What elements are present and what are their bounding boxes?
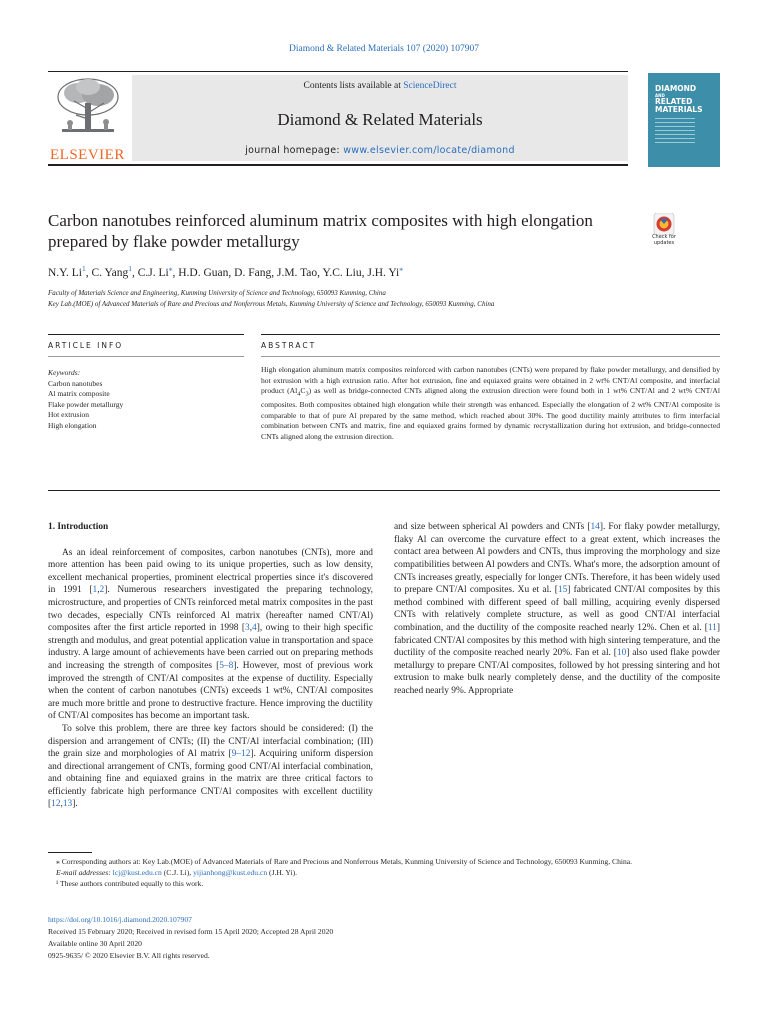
author[interactable]: J.M. Tao xyxy=(276,266,318,279)
publisher-name: ELSEVIER xyxy=(50,147,125,163)
keyword: High elongation xyxy=(48,420,97,430)
cover-decoration xyxy=(655,118,695,146)
body-column-right xyxy=(394,521,720,836)
author[interactable]: J.H. Yi⁎ xyxy=(367,264,403,279)
email-footnote: E-mail addresses: lcj@kust.edu.cn (C.J. Li), yijianhong@kust.edu.cn (J.H. Yi). xyxy=(56,868,298,877)
citation-link[interactable]: 11 xyxy=(707,623,717,633)
crossmark-caption: Check for updates xyxy=(652,234,676,246)
journal-reference[interactable] xyxy=(0,44,768,54)
elsevier-logo xyxy=(48,75,128,163)
citation-link[interactable]: 14 xyxy=(590,522,600,533)
masthead-top-rule xyxy=(48,71,628,72)
elsevier-tree-icon xyxy=(48,75,126,139)
citation-link[interactable]: 10 xyxy=(616,648,627,659)
contents-prefix: Contents lists available at xyxy=(303,81,404,91)
author[interactable]: C.J. Li⁎ xyxy=(137,264,173,279)
publication-info xyxy=(48,914,720,962)
homepage-line xyxy=(132,145,628,156)
citation-link[interactable]: 9–12 xyxy=(231,749,251,760)
footnote-rule xyxy=(48,852,92,853)
abstract-bottom-rule xyxy=(48,490,720,491)
masthead-bottom-rule xyxy=(48,164,628,166)
keyword: Carbon nanotubes xyxy=(48,378,103,388)
author[interactable]: H.D. Guan xyxy=(178,266,229,279)
affiliations xyxy=(48,288,720,309)
corresponding-footnote: ⁎ Corresponding authors at: Key Lab.(MOE) of Advanced Materials of Rare and Precious and Nonferrous Metals, Kunming University of Science and Technology, 650093 Kunming, China. xyxy=(56,857,633,866)
keyword: Hot extrusion xyxy=(48,410,90,420)
keywords-block xyxy=(48,368,218,432)
journal-cover-image[interactable] xyxy=(648,73,720,167)
citation-link[interactable]: 12 xyxy=(51,799,61,810)
cover-title-and: AND xyxy=(655,93,665,98)
affiliation: Faculty of Materials Science and Engineering, Kunming University of Science and Technology, 650093 Kunming, China xyxy=(48,289,386,297)
doi-link[interactable]: https://doi.org/10.1016/j.diamond.2020.107907 xyxy=(48,915,192,924)
section-heading: 1. Introduction xyxy=(48,522,109,532)
footnotes xyxy=(48,856,720,889)
keyword: Flake powder metallurgy xyxy=(48,399,124,409)
crossmark-badge[interactable] xyxy=(646,213,682,253)
article-info-rule xyxy=(48,334,244,335)
citation-link[interactable]: 5–8 xyxy=(219,660,234,671)
email-link[interactable]: lcj@kust.edu.cn xyxy=(112,868,162,877)
citation-link[interactable]: 2 xyxy=(99,585,105,596)
abstract-rule xyxy=(261,334,720,335)
abstract-heading: ABSTRACT xyxy=(261,341,317,350)
abstract-text: High elongation aluminum matrix composites reinforced with carbon nanotubes (CNTs) were prepared by flake powder metallurgy, and densified by hot extrusion with a high extrusion ratio. After hot extrusion, fine and equiaxed grains were obtained in 2 wt% CNT/Al composite, and interfacial product $(Al_4C_3)$ as well as bridge-connected CNTs aligned along the extrusion direction were found both in 1 wt% CNT/Al and 2 wt% CNT/Al composites. Both composites obtained high elongation while their strength was enhanced. Especially the elongation of 2 wt% CNT/Al composite is comparable to that of pure Al prepared by the same method, which reached about 30%. The good ductility mainly attributes to firm interfacial combination between CNTs and matrix, fine and equiaxed grains formed by dynamic recrystallization during hot extrusion, and bridge-connected CNTs aligned along the extrusion direction. xyxy=(261,365,721,442)
cover-title-line-1: DIAMOND xyxy=(655,84,697,93)
author[interactable]: Y.C. Liu xyxy=(322,266,362,279)
email-link[interactable]: yijianhong@kust.edu.cn xyxy=(193,868,268,877)
author-list: N.Y. Li$^1$, C. Yang$^1$, C.J. Li⁎, H.D. Guan, D. Fang, J.M. Tao, Y.C. Liu, J.H. Yi⁎ xyxy=(48,264,403,279)
received-dates: Received 15 February 2020; Received in revised form 15 April 2020; Accepted 28 April 2020 xyxy=(48,927,334,936)
journal-masthead xyxy=(48,71,720,165)
affiliation: Key Lab.(MOE) of Advanced Materials of Rare and Precious and Nonferrous Metals, Kunming University of Science and Technology, 650093 Kunming, China xyxy=(48,299,495,308)
article-info-subrule xyxy=(48,356,244,357)
citation-link[interactable]: 1 xyxy=(92,585,98,596)
keyword: Al matrix composite xyxy=(48,389,110,399)
homepage-link[interactable]: www.elsevier.com/locate/diamond xyxy=(343,145,515,156)
body-column-left xyxy=(48,521,373,836)
paragraph: To solve this problem, there are three key factors should be considered: (I) the dispersion and arrangement of CNTs; (II) the CNT/Al interfacial combination; (III) the grain size and morphologies of Al matrix [9–12]. Acquiring uniform dispersion and directional arrangement of CNTs, forming good CNT/Al interfacial combination, and obtaining fine and equiaxed grains in the matrix are three critical factors to efficiently fabricate high performance CNT/Al composites with excellent ductility [12,13]. xyxy=(48,723,373,810)
citation-link[interactable]: 3 xyxy=(245,623,250,634)
abstract-subrule xyxy=(261,356,720,357)
equal-contribution-footnote: ¹ These authors contributed equally to this work. xyxy=(56,879,204,888)
paragraph: As an ideal reinforcement of composites, carbon nanotubes (CNTs), more and more attention has been paid owing to its unique properties, such as low density, excellent mechanical properties, prominent electrical properties since it's discovered in 1991 [1,2]. Numerous researchers investigated the preparing technology, microstructure, and properties of CNTs reinforced metal matrix composites in the past two decades, especially CNTs reinforced Al matrix (hereafter named CNT/Al) composites after the first article reported in 1998 [3,4], owing to their high specific strength and modulus, and great potential application value in transportation and space industry. A large amount of achievements have been carried out on preparing methods and increasing the strength of composites [5–8]. However, most of previous work improved the strength of CNT/Al composites at the expense of ductility. Especially when the content of carbon nanotubes (CNTs) exceeds 1 wt%, CNT/Al composites are much more brittle and prone to destructive fracture. Hence improving the ductility of CNT/Al composites has become an important task. xyxy=(48,547,373,722)
citation-link[interactable]: 4 xyxy=(252,623,257,634)
article-info-heading: ARTICLE INFO xyxy=(48,341,124,350)
citation-link[interactable]: 13 xyxy=(62,799,73,810)
available-date: Available online 30 April 2020 xyxy=(48,939,142,948)
copyright: 0925-9635/ © 2020 Elsevier B.V. All rights reserved. xyxy=(48,951,210,960)
sciencedirect-link[interactable]: ScienceDirect xyxy=(403,81,457,91)
author[interactable]: C. Yang$^1$ xyxy=(91,264,132,279)
citation-link[interactable]: 15 xyxy=(557,585,568,596)
column-flow xyxy=(394,521,720,698)
journal-name: Diamond & Related Materials xyxy=(277,110,483,129)
email-label: E-mail addresses: xyxy=(56,868,111,877)
article-title: Carbon nanotubes reinforced aluminum matrix composites with high elongation prepared by flake powder metallurgy xyxy=(48,211,593,251)
journal-reference-link[interactable]: Diamond & Related Materials 107 (2020) 107907 xyxy=(289,44,479,54)
cover-title xyxy=(655,85,702,114)
masthead-band xyxy=(132,75,628,161)
column-flow-content xyxy=(394,521,720,698)
cover-title-line-3: MATERIALS xyxy=(655,105,703,114)
cover-title-line-2: RELATED xyxy=(655,97,693,106)
author[interactable]: N.Y. Li$^1$ xyxy=(48,264,86,279)
contents-line xyxy=(132,81,628,91)
paragraph: and size between spherical Al powders and CNTs [14]. For flaky powder metallurgy, flaky Al can overcome the curvature effect to a great extent, which increases the contact area between Al powders and CNTs, thus improving the morphology and size compatibilities between Al powders and CNTs. What's more, the adsorption amount of CNTs increases greatly, especially for longer CNTs. Therefore, it has been widely used to prepare CNT/Al composites. Xu et al. [15] fabricated CNT/Al composites by this method combined with different speed of ball milling, acquiring evenly dispersed CNTs with relatively complete structure, as well as good CNT/Al interfacial combination, and the ductility of the composite reached nearly 12%. Chen et al. [11] fabricated CNT/Al composites by this method with high sintering temperature, and the ductility of the composite reached nearly 20%. Fan et al. [10] also used flake powder metallurgy to prepare CNT/Al composites, followed by hot pressing sintering and hot extrusion to make bulk nearly completely dense, and the ductility of the composite reached nearly 9%. Appropriate xyxy=(394,522,720,696)
author[interactable]: D. Fang xyxy=(234,266,272,279)
keywords-label: Keywords: xyxy=(48,368,81,377)
homepage-prefix: journal homepage: xyxy=(245,145,344,156)
crossmark-icon xyxy=(646,213,682,235)
